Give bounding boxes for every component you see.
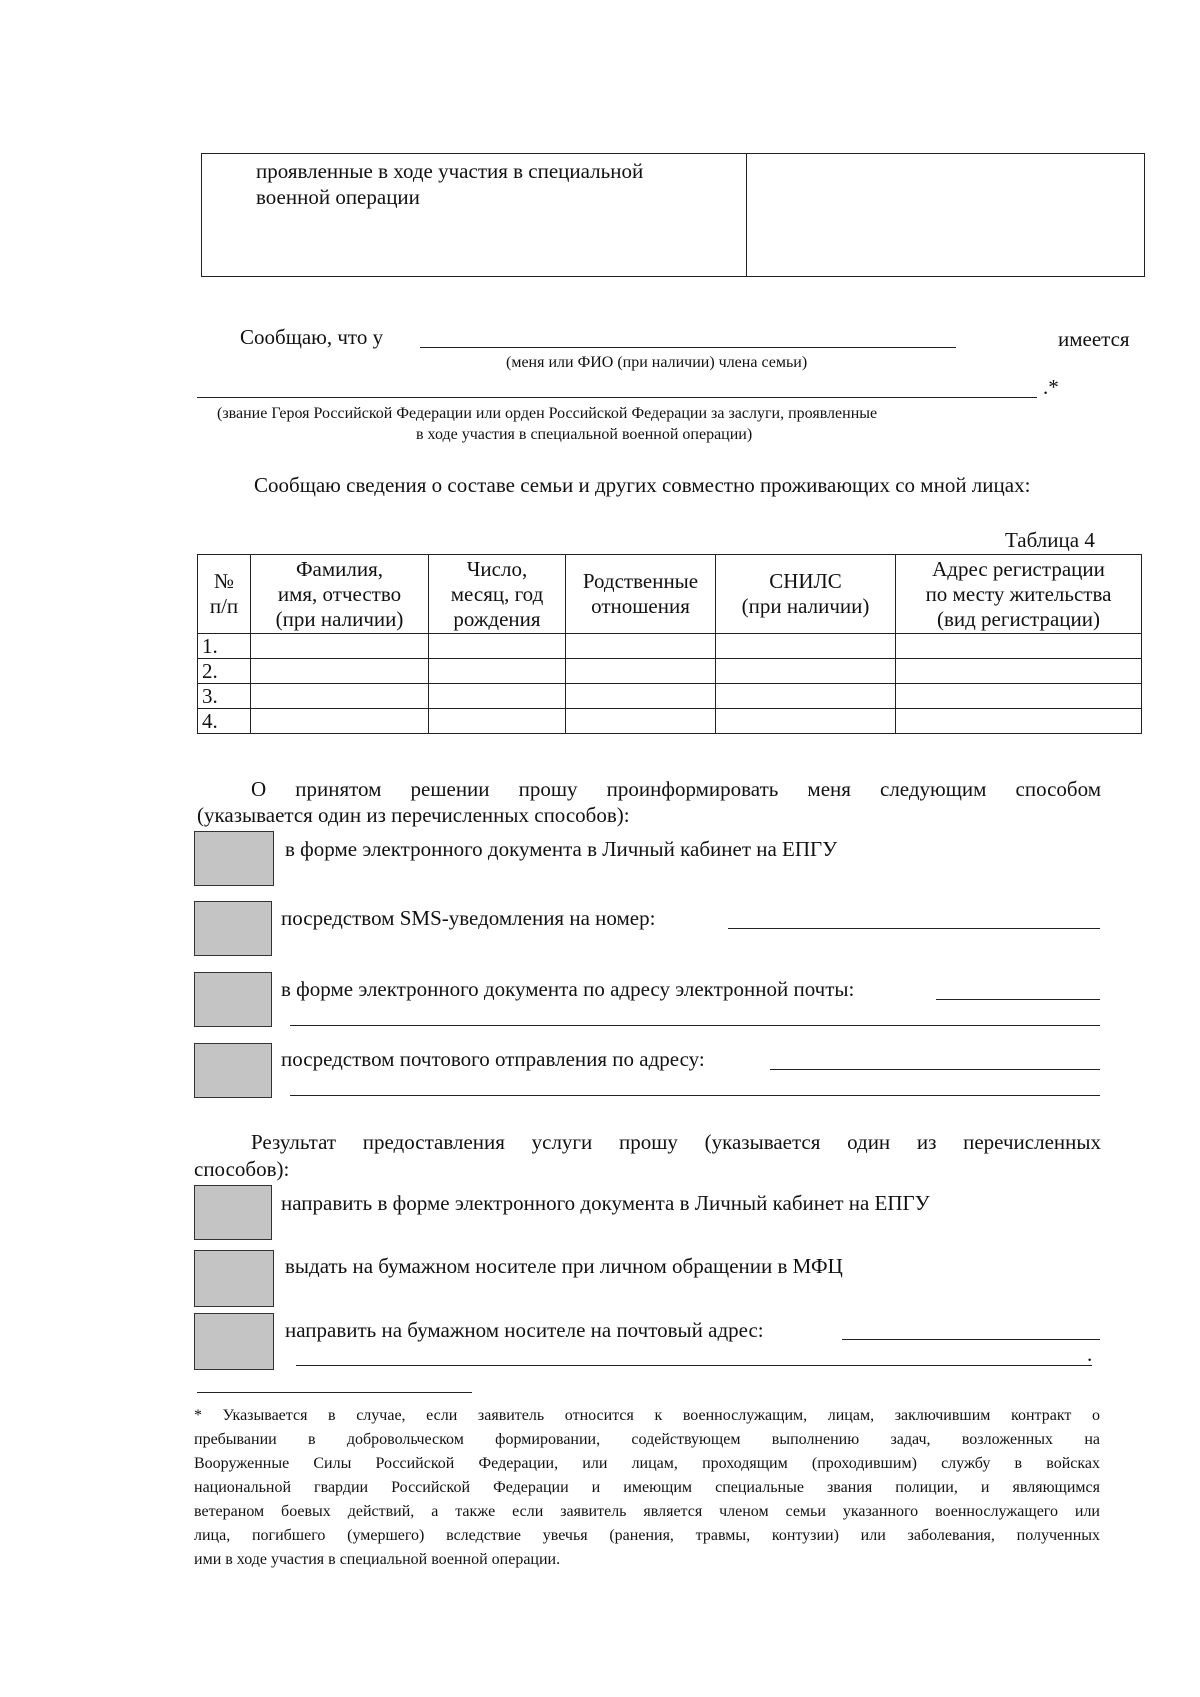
award-table-fragment [201,153,1145,277]
cell-full-name[interactable] [251,634,429,659]
family-member-name-field[interactable] [420,347,956,348]
row-number: 4. [198,709,251,734]
cell-full-name[interactable] [251,684,429,709]
result-option-checkbox[interactable] [194,1313,274,1370]
end-dot: . [1087,1342,1093,1366]
header-full-name: Фамилия, имя, отчество (при наличии) [251,555,429,634]
footnote-line: ветераном боевых действий, а также если заявитель является членом семьи указанного военнослужащего или [194,1503,1100,1520]
footnote-line: пребывании в добровольческом формировании, содействующем выполнению задач, возложенных на [194,1431,1100,1448]
inform-instruction-line: О принятом решении прошу проинформировать меня следующим способом [251,777,1101,801]
award-field-hint: (звание Героя Российской Федерации или орден Российской Федерации за заслуги, проявленные [217,405,878,422]
table-row [198,659,1142,684]
phone-number-field[interactable] [728,928,1100,929]
inform-option-checkbox[interactable] [194,1043,272,1098]
result-option-label: выдать на бумажном носителе при личном обращении в МФЦ [285,1254,843,1278]
footnote-line: Вооруженные Силы Российской Федерации, или лицам, проходящим (проходившим) службу в войсках [194,1455,1100,1472]
award-cell-line: военной операции [256,185,420,209]
header-relationship: Родственные отношения [566,555,716,634]
footnote-marker: .* [1043,375,1059,399]
inform-option-label: посредством SMS-уведомления на номер: [281,906,656,930]
cell-snils[interactable] [716,659,896,684]
inform-option-checkbox[interactable] [194,831,274,886]
family-table [197,554,1142,734]
inform-option-label: в форме электронного документа в Личный кабинет на ЕПГУ [285,837,838,861]
inform-option-checkbox[interactable] [194,901,272,956]
email-field[interactable] [936,999,1100,1000]
cell-birth-date[interactable] [429,659,566,684]
cell-address[interactable] [896,709,1142,734]
award-field[interactable] [197,397,1037,398]
result-option-checkbox[interactable] [194,1250,274,1307]
postal-address-field-continuation[interactable] [290,1095,1100,1096]
row-number: 3. [198,684,251,709]
inform-option-label: посредством почтового отправления по адресу: [281,1047,705,1071]
result-option-checkbox[interactable] [194,1185,272,1240]
footnote-line: ими в ходе участия в специальной военной операции. [194,1551,561,1568]
cell-relationship[interactable] [566,634,716,659]
result-instruction-line: способов): [194,1157,290,1181]
award-cell-text [256,158,726,210]
cell-relationship[interactable] [566,684,716,709]
result-option-label: направить в форме электронного документа в Личный кабинет на ЕПГУ [281,1191,930,1215]
cell-address[interactable] [896,634,1142,659]
statement-suffix: имеется [1058,327,1130,351]
result-postal-address-field-continuation[interactable] [296,1365,1092,1366]
result-instruction-line: Результат предоставления услуги прошу (указывается один из перечисленных [251,1130,1101,1154]
postal-address-field[interactable] [770,1069,1100,1070]
award-field-hint: в ходе участия в специальной военной операции) [416,426,753,443]
row-number: 2. [198,659,251,684]
cell-snils[interactable] [716,684,896,709]
cell-address[interactable] [896,659,1142,684]
family-intro: Сообщаю сведения о составе семьи и других совместно проживающих со мной лицах: [254,473,1031,497]
inform-option-checkbox[interactable] [194,972,272,1027]
result-postal-address-field[interactable] [842,1339,1100,1340]
header-number: № п/п [198,555,251,634]
footnote-line: национальной гвардии Российской Федерации и имеющим специальные звания полиции, и являющимся [194,1479,1100,1496]
row-number: 1. [198,634,251,659]
family-table-header [198,555,1142,634]
table-divider [746,154,747,276]
header-snils: СНИЛС (при наличии) [716,555,896,634]
result-option-label: направить на бумажном носителе на почтовый адрес: [285,1318,764,1342]
award-cell-line: проявленные в ходе участия в специальной [256,159,644,183]
cell-full-name[interactable] [251,709,429,734]
email-field-continuation[interactable] [290,1025,1100,1026]
cell-snils[interactable] [716,634,896,659]
cell-birth-date[interactable] [429,709,566,734]
footnote-separator [197,1392,472,1393]
footnote-line: * Указывается в случае, если заявитель относится к военнослужащим, лицам, заключившим контракт о [194,1407,1100,1424]
header-address: Адрес регистрации по месту жительства (вид регистрации) [896,555,1142,634]
footnote-line: лица, погибшего (умершего) вследствие увечья (ранения, травмы, контузии) или заболевания, полученных [194,1527,1100,1544]
cell-relationship[interactable] [566,709,716,734]
cell-birth-date[interactable] [429,634,566,659]
cell-snils[interactable] [716,709,896,734]
cell-address[interactable] [896,684,1142,709]
statement-prefix: Сообщаю, что у [240,325,384,349]
inform-option-label: в форме электронного документа по адресу электронной почты: [281,977,855,1001]
cell-birth-date[interactable] [429,684,566,709]
name-field-hint: (меня или ФИО (при наличии) члена семьи) [506,354,808,371]
table-caption: Таблица 4 [1005,528,1095,552]
table-row [198,709,1142,734]
table-row [198,684,1142,709]
header-birth-date: Число, месяц, год рождения [429,555,566,634]
table-row [198,634,1142,659]
inform-instruction-line: (указывается один из перечисленных способов): [197,803,630,827]
cell-full-name[interactable] [251,659,429,684]
cell-relationship[interactable] [566,659,716,684]
